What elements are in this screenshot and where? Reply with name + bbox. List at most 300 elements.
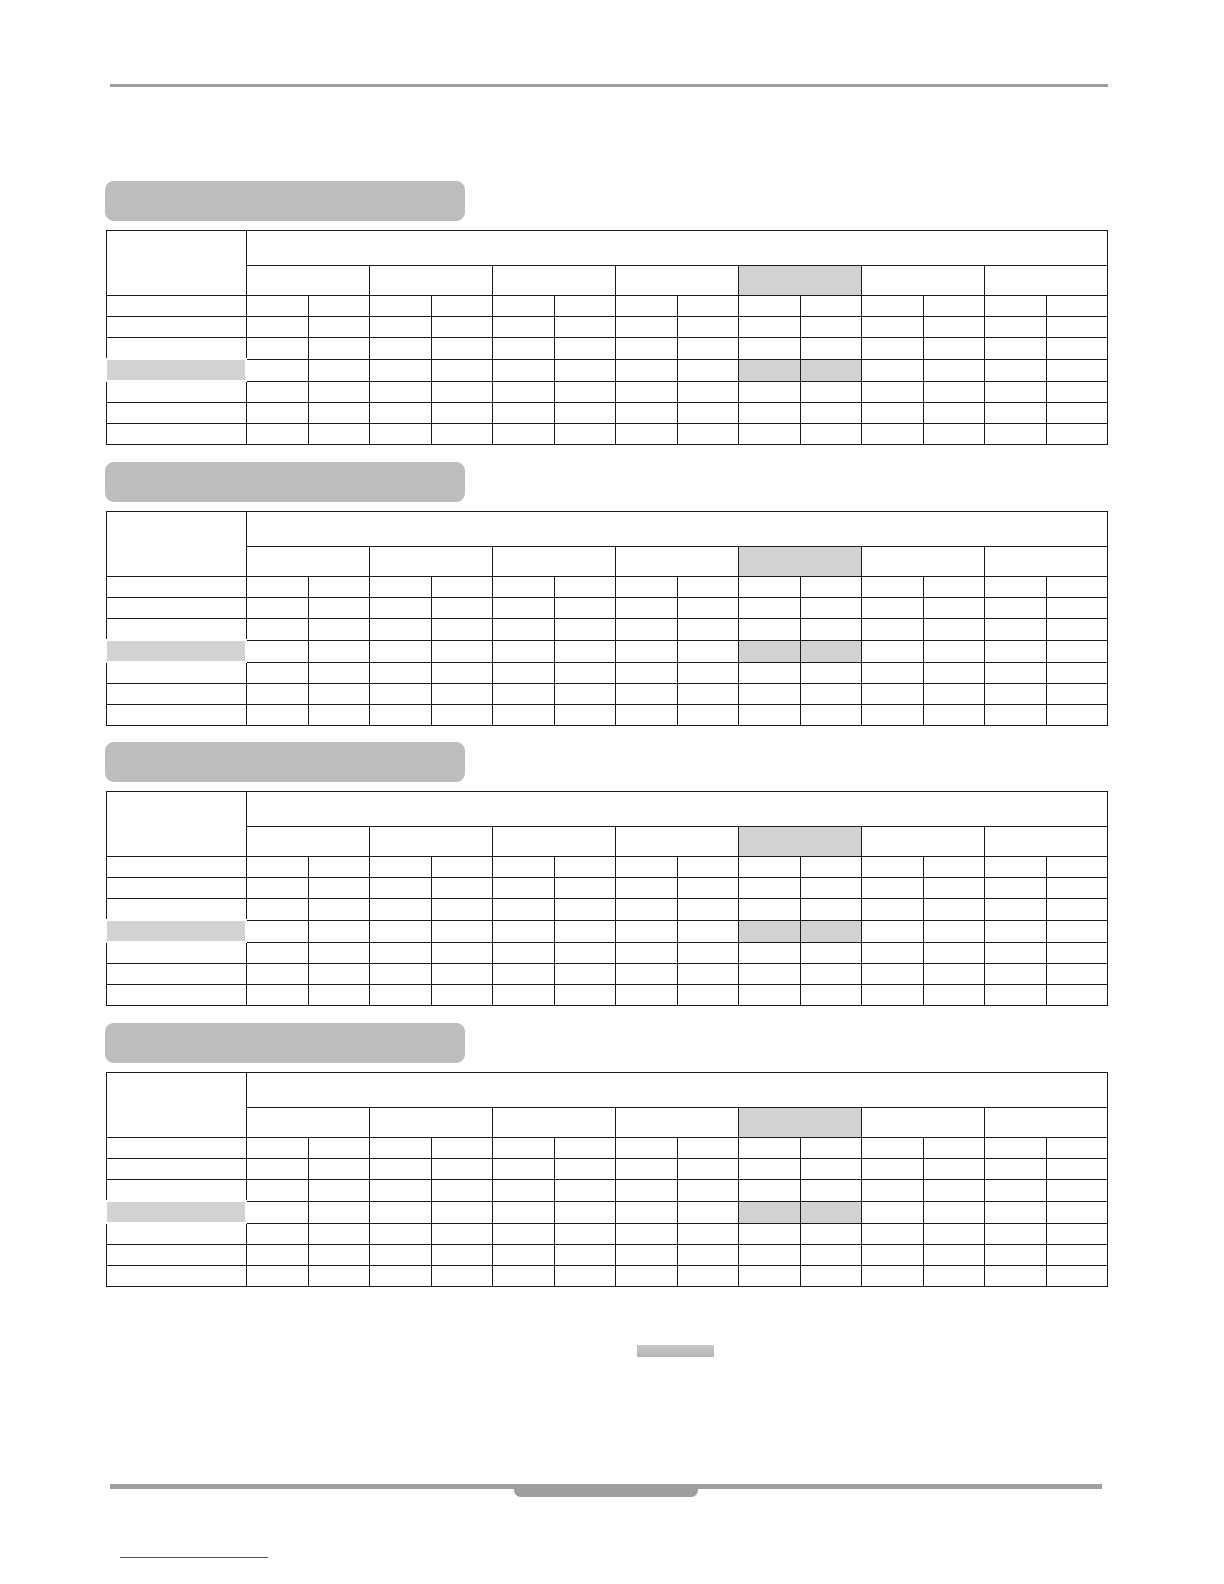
table-cell [738, 598, 800, 619]
table-cell [861, 684, 923, 705]
row-label [106, 296, 246, 317]
table-cell [861, 619, 923, 641]
column-header [738, 1108, 861, 1138]
table-cell [246, 899, 308, 921]
table-cell [554, 857, 615, 878]
column-header [738, 266, 861, 296]
table-cell [984, 964, 1046, 985]
table-cell [984, 359, 1046, 381]
table-cell [738, 381, 800, 403]
table-cell [615, 1138, 677, 1159]
table-cell [677, 684, 738, 705]
column-header [861, 827, 984, 857]
table-cell [554, 985, 615, 1006]
table-cell [246, 684, 308, 705]
table-subheader-row [106, 827, 1107, 857]
table-cell [677, 705, 738, 726]
table-cell [677, 899, 738, 921]
table-cell [554, 1201, 615, 1223]
table-cell [308, 1180, 369, 1202]
table-cell [554, 381, 615, 403]
table-cell [369, 964, 431, 985]
column-header [984, 266, 1107, 296]
table-cell [1046, 899, 1107, 921]
row-label [106, 381, 246, 403]
table-cell [615, 1245, 677, 1266]
table-cell [923, 403, 984, 424]
column-header [492, 266, 615, 296]
table-cell [677, 920, 738, 942]
table-cell [861, 1223, 923, 1245]
table-cell [492, 878, 554, 899]
table-cell [369, 1266, 431, 1287]
column-header [615, 266, 738, 296]
table-cell [246, 577, 308, 598]
table-subheader-row [106, 1108, 1107, 1138]
table-cell [369, 577, 431, 598]
table-cell [615, 878, 677, 899]
table-cell [308, 577, 369, 598]
table-cell [923, 1245, 984, 1266]
table-cell [738, 1266, 800, 1287]
table-cell [984, 1245, 1046, 1266]
table-cell [738, 920, 800, 942]
table-cell [492, 1138, 554, 1159]
row-label [106, 598, 246, 619]
table-cell [369, 619, 431, 641]
table-cell [431, 296, 492, 317]
table-cell [861, 857, 923, 878]
table-row [106, 359, 1107, 381]
table-cell [615, 424, 677, 445]
column-header [246, 1108, 369, 1138]
table-cell [800, 662, 861, 684]
table-cell [308, 899, 369, 921]
table-cell [554, 338, 615, 360]
table-cell [554, 1159, 615, 1180]
row-label [106, 403, 246, 424]
section-4-title-bar [105, 1023, 465, 1063]
row-label [106, 705, 246, 726]
table-cell [923, 598, 984, 619]
table-cell [554, 1138, 615, 1159]
row-label [106, 577, 246, 598]
table-cell [923, 577, 984, 598]
table-cell [308, 1245, 369, 1266]
column-header [369, 266, 492, 296]
row-label [106, 964, 246, 985]
table-cell [246, 942, 308, 964]
table-cell [431, 619, 492, 641]
table-cell [861, 878, 923, 899]
table-row [106, 899, 1107, 921]
row-label [106, 1245, 246, 1266]
table-cell [246, 1245, 308, 1266]
table-cell [923, 317, 984, 338]
table-cell [800, 964, 861, 985]
center-label-tab [637, 1345, 714, 1357]
table-cell [492, 296, 554, 317]
table-cell [923, 619, 984, 641]
table-cell [369, 920, 431, 942]
table-cell [923, 1159, 984, 1180]
table-cell [246, 619, 308, 641]
table-cell [984, 381, 1046, 403]
table-cell [308, 338, 369, 360]
table-cell [431, 899, 492, 921]
table-cell [492, 381, 554, 403]
table-cell [984, 857, 1046, 878]
table-cell [738, 684, 800, 705]
table-cell [615, 899, 677, 921]
table-cell [677, 985, 738, 1006]
table-cell [677, 1245, 738, 1266]
table-cell [615, 662, 677, 684]
table-cell [431, 705, 492, 726]
table-cell [431, 942, 492, 964]
row-label [106, 1223, 246, 1245]
table-cell [615, 705, 677, 726]
table-cell [246, 1180, 308, 1202]
table-cell [861, 1180, 923, 1202]
table-cell [246, 338, 308, 360]
table-cell [615, 964, 677, 985]
table-cell [431, 1245, 492, 1266]
table-cell [308, 878, 369, 899]
table-cell [431, 1266, 492, 1287]
table-cell [923, 359, 984, 381]
table-row [106, 296, 1107, 317]
table-cell [738, 403, 800, 424]
table-cell [1046, 1180, 1107, 1202]
table-cell [1046, 296, 1107, 317]
table-cell [369, 1138, 431, 1159]
table-cell [800, 1201, 861, 1223]
table-cell [431, 1201, 492, 1223]
row-label [106, 1180, 246, 1202]
table-row [106, 317, 1107, 338]
table-cell [431, 662, 492, 684]
table-cell [923, 381, 984, 403]
table-cell [492, 598, 554, 619]
table-cell [800, 942, 861, 964]
table-cell [554, 662, 615, 684]
table-cell [677, 296, 738, 317]
table-cell [492, 684, 554, 705]
table-cell [800, 1180, 861, 1202]
table-cell [738, 1138, 800, 1159]
table-cell [431, 359, 492, 381]
table-cell [861, 899, 923, 921]
table-cell [923, 338, 984, 360]
table-cell [492, 920, 554, 942]
table-cell [984, 1180, 1046, 1202]
table-cell [861, 1201, 923, 1223]
table-cell [308, 684, 369, 705]
table-cell [492, 1180, 554, 1202]
table-cell [246, 1138, 308, 1159]
table-cell [677, 662, 738, 684]
table-cell [677, 857, 738, 878]
table-cell [369, 1201, 431, 1223]
table-cell [369, 338, 431, 360]
table-cell [492, 942, 554, 964]
table-cell [615, 985, 677, 1006]
table-cell [1046, 338, 1107, 360]
table-cell [923, 705, 984, 726]
row-label-header [106, 231, 246, 296]
row-label-header [106, 512, 246, 577]
table-cell [431, 857, 492, 878]
table-cell [1046, 1159, 1107, 1180]
table-cell [492, 1201, 554, 1223]
row-label [106, 1201, 246, 1223]
table-cell [677, 640, 738, 662]
table-cell [615, 857, 677, 878]
column-header [492, 1108, 615, 1138]
table-cell [308, 662, 369, 684]
table-cell [554, 1245, 615, 1266]
table-cell [554, 942, 615, 964]
table-cell [615, 317, 677, 338]
column-header [615, 547, 738, 577]
table-cell [984, 577, 1046, 598]
table-cell [369, 381, 431, 403]
table-cell [984, 424, 1046, 445]
row-label [106, 920, 246, 942]
table-cell [800, 857, 861, 878]
table-cell [984, 920, 1046, 942]
table-cell [923, 424, 984, 445]
table-cell [800, 1245, 861, 1266]
table-cell [861, 662, 923, 684]
table-cell [738, 1201, 800, 1223]
table-cell [800, 296, 861, 317]
section-2-title-bar [105, 462, 465, 502]
table-cell [923, 857, 984, 878]
table-cell [431, 1159, 492, 1180]
table-cell [615, 359, 677, 381]
table-cell [800, 424, 861, 445]
table-cell [308, 598, 369, 619]
table-cell [492, 338, 554, 360]
table-cell [369, 899, 431, 921]
table-cell [923, 296, 984, 317]
table-cell [800, 577, 861, 598]
table-cell [923, 640, 984, 662]
table-cell [800, 317, 861, 338]
table-cell [923, 1201, 984, 1223]
table-cell [554, 878, 615, 899]
table-cell [861, 424, 923, 445]
table-cell [246, 403, 308, 424]
table-cell [677, 317, 738, 338]
table-cell [369, 878, 431, 899]
table-cell [615, 619, 677, 641]
table-cell [800, 705, 861, 726]
spec-table-3 [105, 791, 1108, 1006]
column-header [615, 1108, 738, 1138]
column-group-header [246, 792, 1107, 827]
table-row [106, 1266, 1107, 1287]
table-cell [369, 424, 431, 445]
table-cell [677, 338, 738, 360]
table-cell [738, 424, 800, 445]
spec-table-2 [105, 511, 1108, 726]
table-cell [923, 1266, 984, 1287]
footer-link-underline[interactable] [120, 1557, 268, 1558]
table-cell [984, 598, 1046, 619]
table-cell [246, 296, 308, 317]
table-cell [246, 857, 308, 878]
table-cell [554, 1266, 615, 1287]
table-cell [1046, 1138, 1107, 1159]
table-cell [431, 338, 492, 360]
table-row [106, 619, 1107, 641]
table-cell [308, 985, 369, 1006]
table-cell [984, 1201, 1046, 1223]
column-group-header [246, 1073, 1107, 1108]
table-cell [861, 359, 923, 381]
table-cell [492, 1266, 554, 1287]
table-cell [984, 662, 1046, 684]
table-cell [738, 964, 800, 985]
table-cell [677, 1180, 738, 1202]
header-rule [110, 84, 1108, 87]
row-label [106, 619, 246, 641]
table-cell [369, 662, 431, 684]
table-cell [923, 1223, 984, 1245]
table-cell [431, 577, 492, 598]
table-cell [492, 577, 554, 598]
column-header [369, 827, 492, 857]
table-cell [677, 1159, 738, 1180]
table-cell [923, 985, 984, 1006]
table-cell [369, 1159, 431, 1180]
table-cell [800, 640, 861, 662]
table-cell [738, 1180, 800, 1202]
table-cell [554, 684, 615, 705]
table-cell [800, 1266, 861, 1287]
table-cell [554, 1180, 615, 1202]
section-1-title-bar [105, 181, 465, 221]
table-cell [677, 878, 738, 899]
table-cell [554, 598, 615, 619]
table-cell [984, 640, 1046, 662]
table-cell [246, 317, 308, 338]
table-cell [554, 424, 615, 445]
table-cell [492, 1245, 554, 1266]
table-cell [738, 359, 800, 381]
table-cell [923, 684, 984, 705]
table-cell [246, 359, 308, 381]
column-group-header [246, 512, 1107, 547]
table-cell [861, 598, 923, 619]
table-cell [1046, 920, 1107, 942]
table-cell [554, 920, 615, 942]
row-label [106, 424, 246, 445]
table-header-row [106, 1073, 1107, 1108]
table-header-row [106, 512, 1107, 547]
table-cell [800, 359, 861, 381]
table-cell [1046, 640, 1107, 662]
table-cell [615, 1266, 677, 1287]
table-cell [246, 705, 308, 726]
table-cell [861, 338, 923, 360]
table-cell [800, 985, 861, 1006]
table-cell [738, 577, 800, 598]
table-cell [246, 1266, 308, 1287]
table-cell [615, 296, 677, 317]
table-cell [738, 942, 800, 964]
table-row [106, 403, 1107, 424]
table-cell [923, 1138, 984, 1159]
table-cell [923, 899, 984, 921]
table-cell [677, 964, 738, 985]
table-cell [1046, 1245, 1107, 1266]
table-cell [554, 577, 615, 598]
column-header [861, 1108, 984, 1138]
row-label [106, 662, 246, 684]
row-label [106, 640, 246, 662]
table-row [106, 1201, 1107, 1223]
table-cell [800, 1138, 861, 1159]
row-label [106, 942, 246, 964]
table-cell [492, 403, 554, 424]
table-subheader-row [106, 266, 1107, 296]
column-header [738, 827, 861, 857]
table-cell [800, 381, 861, 403]
column-group-header [246, 231, 1107, 266]
table-cell [492, 359, 554, 381]
table-cell [431, 1223, 492, 1245]
column-header [984, 547, 1107, 577]
table-cell [738, 985, 800, 1006]
column-header [492, 547, 615, 577]
table-cell [369, 598, 431, 619]
table-cell [677, 381, 738, 403]
table-cell [615, 1201, 677, 1223]
table-cell [923, 920, 984, 942]
table-cell [246, 1201, 308, 1223]
table-cell [861, 985, 923, 1006]
row-label [106, 899, 246, 921]
table-cell [492, 1223, 554, 1245]
table-cell [923, 878, 984, 899]
table-cell [369, 317, 431, 338]
table-cell [861, 705, 923, 726]
table-header-row [106, 792, 1107, 827]
table-row [106, 684, 1107, 705]
table-cell [861, 920, 923, 942]
table-cell [861, 942, 923, 964]
row-label [106, 359, 246, 381]
table-cell [554, 296, 615, 317]
table-cell [615, 1159, 677, 1180]
table-cell [246, 424, 308, 445]
table-cell [308, 640, 369, 662]
table-cell [554, 899, 615, 921]
table-cell [308, 1138, 369, 1159]
table-cell [1046, 317, 1107, 338]
table-cell [431, 598, 492, 619]
column-header [738, 547, 861, 577]
table-cell [738, 1245, 800, 1266]
table-cell [738, 1223, 800, 1245]
table-cell [369, 1245, 431, 1266]
row-label [106, 1138, 246, 1159]
table-cell [492, 857, 554, 878]
